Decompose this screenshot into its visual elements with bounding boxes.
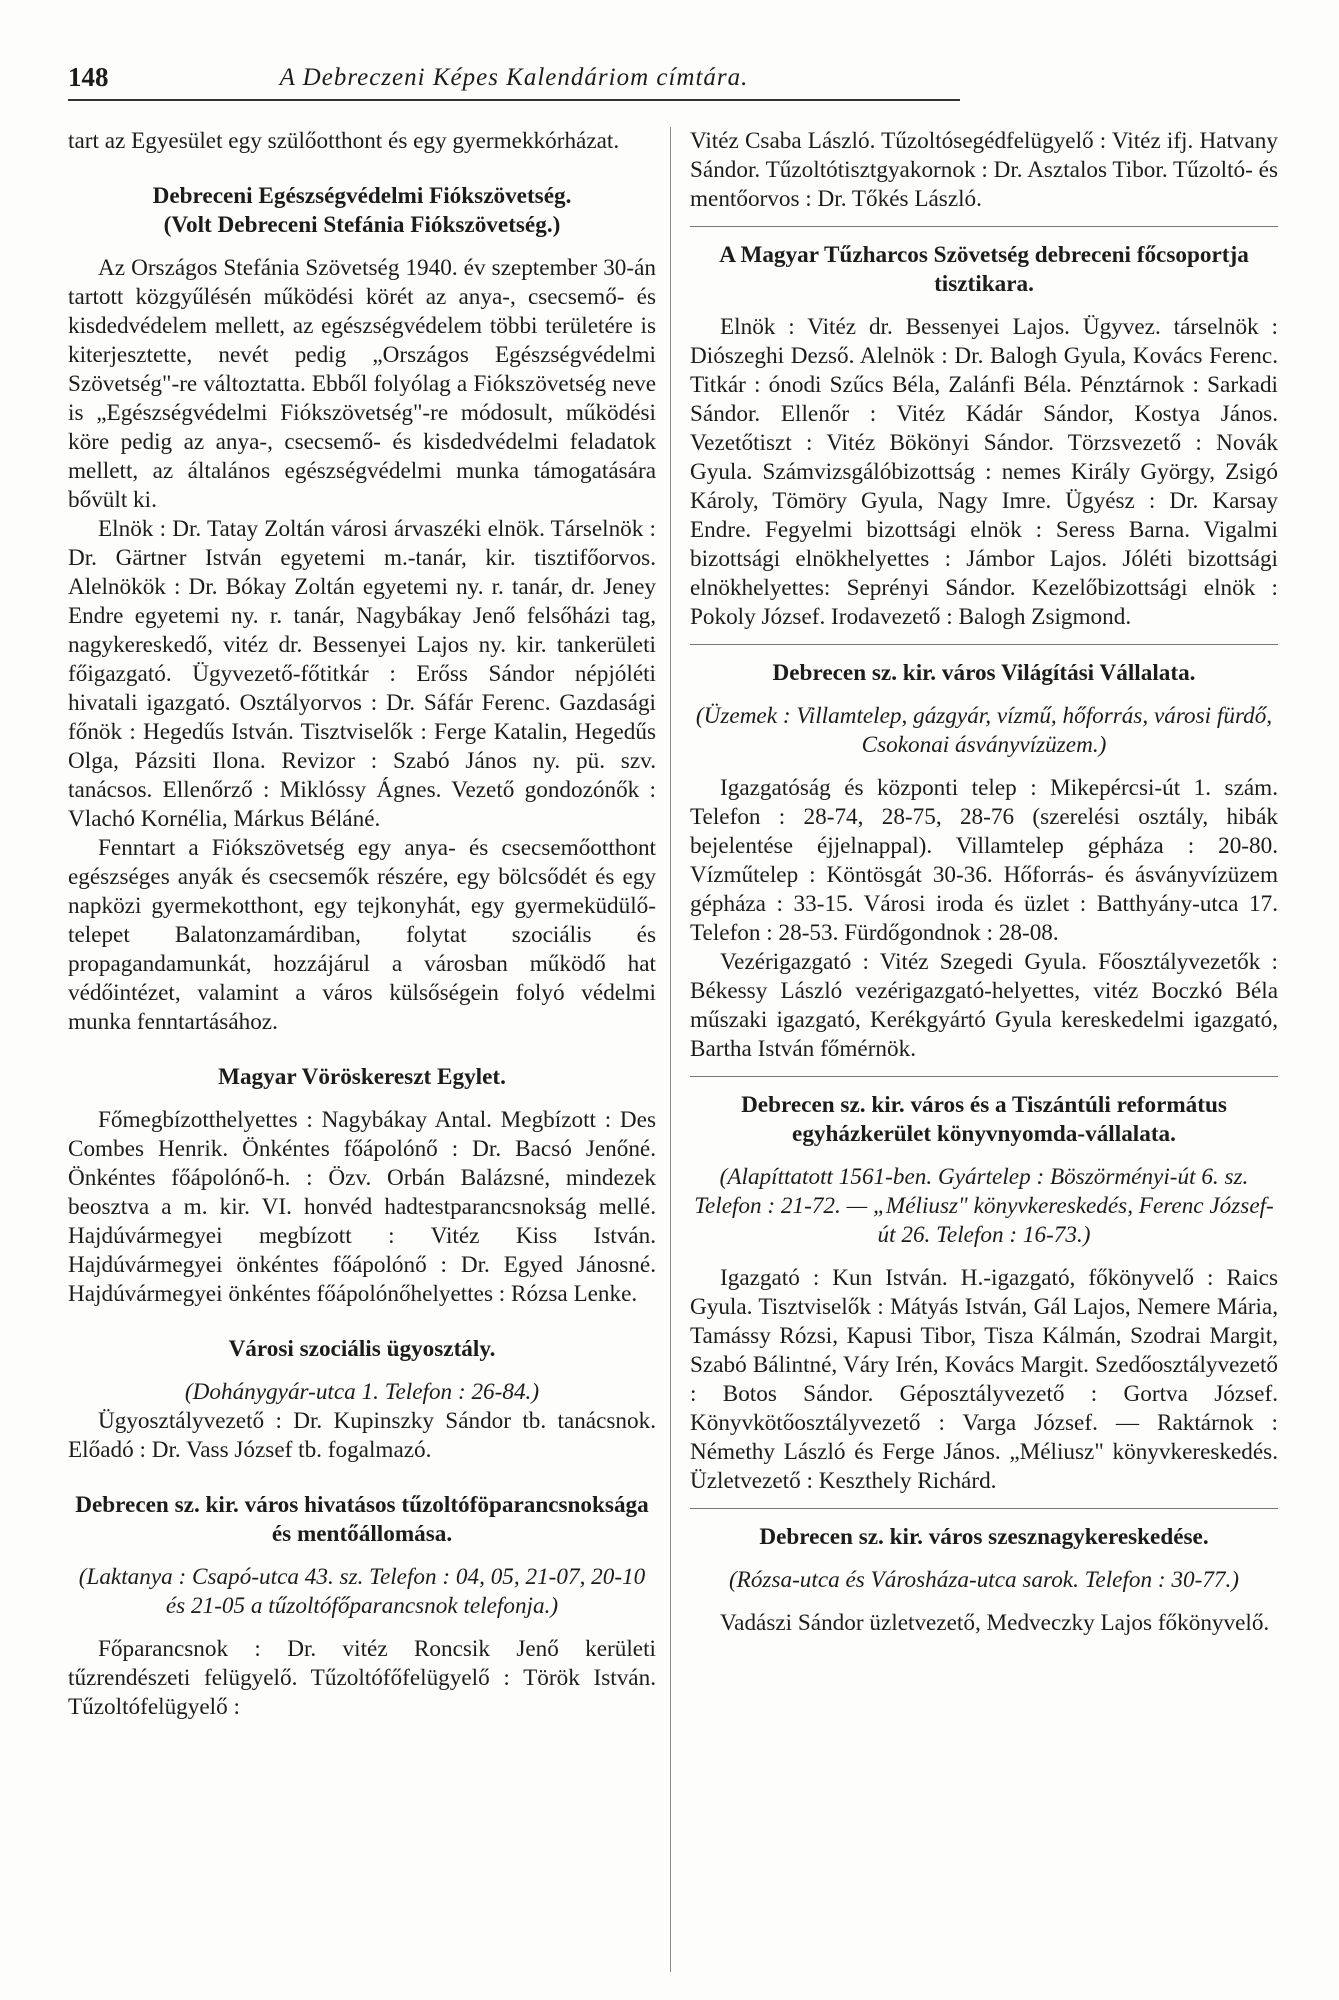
section-heading: A Magyar Tűzharcos Szövetség debreceni főcsoportja tisztikara.: [719, 242, 1249, 297]
paragraph: Főparancsnok : Dr. vitéz Roncsik Jenő kerületi tűzrendészeti felügyelő. Tűzoltófőfelügyelő : Török István. Tűzoltófelügyelő :: [68, 1636, 656, 1720]
header-rule: [68, 99, 960, 101]
paragraph: Az Országos Stefánia Szövetség 1940. év szeptember 30-án tartott közgyűlésén működési körét az anya-, csecsemő- és kisdedvédelem mellett, az egészségvédelem többi területére is kiterjesztette, nevét pedig „Országos Egészségvédelmi Szövetség"-re változtatta. Ebből folyólag a Fiókszövetség neve is „Egészségvédelmi Fiókszövetség"-re módosult, működési köre pedig az anya-, csecsemő- és kisdedvédelmi feladatok mellett, az általános egészségvédelmi munka támogatására bővült ki.: [68, 255, 656, 513]
right-column: [690, 127, 1278, 1638]
section-address: (Rózsa-utca és Városháza-utca sarok. Telefon : 30-77.): [728, 1567, 1240, 1593]
section-heading: Debrecen sz. kir. város hivatásos tűzoltóföparancsnoksága és mentőállomása.: [75, 1492, 649, 1547]
section-heading: Magyar Vöröskereszt Egylet.: [218, 1064, 506, 1090]
section-address: (Alapíttatott 1561-ben. Gyártelep : Böszörményi-út 6. sz. Telefon : 21-72. — „Méliusz" könyvkereskedés, Ferenc József-út 26. Telefon : 16-73.): [694, 1164, 1274, 1248]
column-separator: [670, 127, 671, 1972]
section-address: (Üzemek : Villamtelep, gázgyár, vízmű, hőforrás, városi fürdő, Csokonai ásványvízüzem.): [695, 703, 1273, 758]
divider: [690, 226, 1278, 227]
paragraph: Fenntart a Fiókszövetség egy anya- és csecsemőotthont egészséges anyák és csecsemők részére, egy bölcsődét és egy napközi gyermekotthont, egy tejkonyhát, egy gyermeküdülő-telepet Balatonzamárdiban, folytat szociális és propagandamunkát, hozzájárul a városban működő hat védőintézet, valamint a város külsőségein folyó védelmi munka fenntartásához.: [68, 835, 656, 1035]
paragraph: Igazgató : Kun István. H.-igazgató, főkönyvelő : Raics Gyula. Tisztviselők : Mátyás István, Gál Lajos, Nemere Mária, Tamássy Rózsi, Kapusi Tibor, Tisza Kálmán, Szodrai Margit, Szabó Bálintné, Váry Irén, Kovács Margit. Szedőosztályvezető : Botos Sándor. Géposztályvezető : Gortva József. Könyvkötőosztályvezető : Varga József. — Raktárnok : Némethy László és Ferge János. „Méliusz" könyvkereskedés. Üzletvezető : Keszthely Richárd.: [690, 1265, 1278, 1494]
section-address: (Laktanya : Csapó-utca 43. sz. Telefon : 04, 05, 21-07, 20-10 és 21-05 a tűzoltófőparancsnok telefonja.): [78, 1564, 646, 1619]
page-header: [68, 62, 960, 96]
section-address: (Dohánygyár-utca 1. Telefon : 26-84.): [184, 1379, 540, 1405]
section-heading: Debreceni Egészségvédelmi Fiókszövetség.: [152, 183, 572, 209]
paragraph: Vezérigazgató : Vitéz Szegedi Gyula. Főosztályvezetők : Békessy László vezérigazgató-helyettes, vitéz Boczkó Béla műszaki igazgató, Kerékgyártó Gyula kereskedelmi igazgató, Bartha István főmérnök.: [690, 949, 1278, 1062]
section-heading: Debrecen sz. kir. város szesznagykereskedése.: [759, 1524, 1209, 1550]
divider: [690, 1076, 1278, 1077]
paragraph: Igazgatóság és központi telep : Mikepércsi-út 1. szám. Telefon : 28-74, 28-75, 28-76 (szerelési osztály, hibák bejelentése éjjelnappal). Villamtelep gépháza : 20-80. Vízműtelep : Köntösgát 30-36. Hőforrás- és ásványvízüzem gépháza : 33-15. Városi iroda és üzlet : Batthyány-utca 17. Telefon : 28-53. Fürdőgondnok : 28-08.: [690, 775, 1278, 946]
section-heading: Debrecen sz. kir. város Világítási Vállalata.: [772, 660, 1196, 686]
paragraph: Elnök : Vitéz dr. Bessenyei Lajos. Ügyvez. társelnök : Diószeghi Dezső. Alelnök : Dr. Balogh Gyula, Kovács Ferenc. Titkár : ónodi Szűcs Béla, Zalánfi Béla. Pénztárnok : Sarkadi Sándor. Ellenőr : Vitéz Kádár Sándor, Kostya János. Vezetőtiszt : Vitéz Bökönyi Sándor. Törzsvezető : Novák Gyula. Számvizsgálóbizottság : nemes Király György, Zsigó Károly, Tömöry Gyula, Nagy Imre. Ügyész : Dr. Karsay Endre. Fegyelmi bizottsági elnök : Seress Barna. Vigalmi bizottsági elnökhelyettes : Jámbor Lajos. Jóléti bizottsági elnökhelyettes: Seprényi Sándor. Kezelőbizottsági elnök : Pokoly József. Irodavezető : Balogh Zsigmond.: [690, 314, 1278, 630]
running-title: A Debreczeni Képes Kalendáriom címtára.: [279, 64, 749, 91]
section-heading: Városi szociális ügyosztály.: [228, 1336, 496, 1362]
paragraph: Főmegbízotthelyettes : Nagybákay Antal. Megbízott : Des Combes Henrik. Önkéntes főápolónő : Dr. Bacsó Jenőné. Önkéntes főápolónő-h. : Özv. Orbán Balázsné, mindezek beosztva a m. kir. VI. honvéd hadtestparancsnokság mellé. Hajdúvármegyei megbízott : Vitéz Kiss István. Hajdúvármegyei önkéntes főápolónő : Dr. Egyed Jánosné. Hajdúvármegyei önkéntes főápolónőhelyettes : Rózsa Lenke.: [68, 1107, 656, 1307]
section-heading: Debrecen sz. kir. város és a Tiszántúli református egyházkerület könyvnyomda-vállalata.: [741, 1092, 1227, 1147]
paragraph: Ügyosztályvezető : Dr. Kupinszky Sándor tb. tanácsnok. Előadó : Dr. Vass József tb. fogalmazó.: [68, 1408, 656, 1463]
divider: [690, 644, 1278, 645]
intro-paragraph: tart az Egyesület egy szülőotthont és egy gyermekkórházat.: [68, 128, 620, 154]
paragraph: Elnök : Dr. Tatay Zoltán városi árvaszéki elnök. Társelnök : Dr. Gärtner István egyetemi m.-tanár, kir. tisztifőorvos. Alelnökök : Dr. Bókay Zoltán egyetemi ny. r. tanár, dr. Jeney Endre egyetemi ny. r. tanár, Nagybákay Jenő felsőházi tag, nagykereskedő, vitéz dr. Bessenyei Lajos ny. kir. tankerületi főigazgató. Ügyvezető-főtitkár : Erőss Sándor népjóléti hivatali igazgató. Osztályorvos : Dr. Sáfár Ferenc. Gazdasági főnök : Hegedűs István. Tisztviselők : Ferge Katalin, Hegedűs Olga, Pázsiti Ilona. Revizor : Szabó János ny. pü. szv. tanácsos. Ellenőrző : Miklóssy Ágnes. Vezető gondozónők : Vlachó Kornélia, Márkus Béláné.: [68, 516, 656, 832]
left-column: [68, 127, 656, 1722]
divider: [690, 1508, 1278, 1509]
section-subheading: (Volt Debreceni Stefánia Fiókszövetség.): [163, 212, 561, 238]
page-number: 148: [68, 62, 109, 92]
paragraph: Vitéz Csaba László. Tűzoltósegédfelügyelő : Vitéz ifj. Hatvany Sándor. Tűzoltótisztgyakornok : Dr. Asztalos Tibor. Tűzoltó- és mentőorvos : Dr. Tőkés László.: [690, 128, 1278, 212]
paragraph: Vadászi Sándor üzletvezető, Medveczky Lajos főkönyvelő.: [720, 1610, 1270, 1636]
